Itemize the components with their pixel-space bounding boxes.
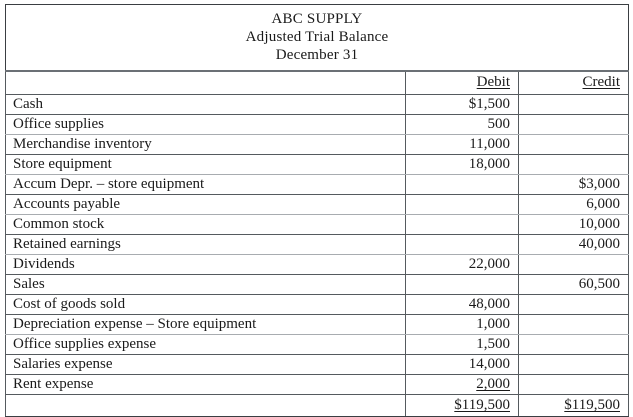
column-header-row: [6, 71, 629, 95]
credit-amount-cell: [519, 295, 629, 315]
statement-date: December 31: [275, 47, 359, 63]
total-credit-amount: $119,500: [564, 397, 620, 413]
table-row: [6, 215, 629, 235]
company-name: ABC SUPPLY: [271, 11, 363, 27]
credit-amount-cell: [519, 215, 629, 235]
title-row: [6, 5, 629, 72]
account-name-cell: Store equipment: [6, 155, 406, 175]
credit-amount: $3,000: [578, 176, 620, 192]
totals-label-cell: [6, 395, 406, 417]
debit-amount-cell: [406, 275, 519, 295]
debit-amount: 500: [487, 116, 510, 132]
column-header-debit-label: Debit: [476, 74, 510, 90]
credit-amount-cell: [519, 335, 629, 355]
debit-amount-cell: [406, 155, 519, 175]
debit-amount-cell: [406, 135, 519, 155]
debit-amount-cell: [406, 335, 519, 355]
debit-amount-cell: [406, 115, 519, 135]
account-name-cell: Common stock: [6, 215, 406, 235]
credit-amount-cell: [519, 195, 629, 215]
debit-amount: 1,000: [476, 316, 510, 332]
debit-amount-cell: [406, 315, 519, 335]
account-name-cell: Dividends: [6, 255, 406, 275]
debit-amount: 11,000: [469, 136, 510, 152]
table-row: [6, 295, 629, 315]
debit-amount-cell: [406, 215, 519, 235]
column-header-debit: [406, 71, 519, 95]
table-row: [6, 375, 629, 395]
debit-amount: 1,500: [476, 336, 510, 352]
debit-amount-cell: [406, 295, 519, 315]
debit-amount-cell: [406, 95, 519, 115]
total-debit-amount: $119,500: [454, 397, 510, 413]
credit-amount-cell: [519, 175, 629, 195]
debit-amount-cell: [406, 355, 519, 375]
account-name-cell: Merchandise inventory: [6, 135, 406, 155]
debit-amount: 22,000: [468, 256, 510, 272]
table-row: [6, 155, 629, 175]
statement-title: Adjusted Trial Balance: [245, 29, 389, 45]
table-row: [6, 95, 629, 115]
account-name-cell: Sales: [6, 275, 406, 295]
account-name-cell: Depreciation expense – Store equipment: [6, 315, 406, 335]
table-row: [6, 195, 629, 215]
table-row: [6, 235, 629, 255]
credit-amount-cell: [519, 155, 629, 175]
statement-heading: [6, 5, 629, 72]
table-row: [6, 355, 629, 375]
total-credit-cell: [519, 395, 629, 417]
account-name-cell: Office supplies: [6, 115, 406, 135]
account-name-cell: Salaries expense: [6, 355, 406, 375]
credit-amount-cell: [519, 355, 629, 375]
debit-amount-cell: [406, 375, 519, 395]
column-header-credit-label: Credit: [582, 74, 620, 90]
credit-amount-cell: [519, 235, 629, 255]
debit-amount: $1,500: [468, 96, 510, 112]
credit-amount-cell: [519, 95, 629, 115]
column-header-description: [6, 71, 406, 95]
credit-amount: 40,000: [578, 236, 620, 252]
credit-amount-cell: [519, 255, 629, 275]
debit-amount-cell: [406, 175, 519, 195]
table-row: [6, 135, 629, 155]
total-debit-cell: [406, 395, 519, 417]
table-row: [6, 175, 629, 195]
table-row: [6, 255, 629, 275]
debit-amount-cell: [406, 255, 519, 275]
debit-amount: 14,000: [468, 356, 510, 372]
adjusted-trial-balance-table: [5, 4, 629, 417]
credit-amount: 60,500: [578, 276, 620, 292]
credit-amount: 10,000: [578, 216, 620, 232]
debit-amount: 48,000: [468, 296, 510, 312]
account-name-cell: Accounts payable: [6, 195, 406, 215]
debit-amount: 2,000: [476, 376, 510, 392]
column-header-credit: [519, 71, 629, 95]
table-row: [6, 275, 629, 295]
debit-amount: 18,000: [468, 156, 510, 172]
account-name-cell: Cost of goods sold: [6, 295, 406, 315]
account-name-cell: Cash: [6, 95, 406, 115]
debit-amount-cell: [406, 235, 519, 255]
table-row: [6, 115, 629, 135]
totals-row: [6, 395, 629, 417]
account-name-cell: Rent expense: [6, 375, 406, 395]
account-name-cell: Office supplies expense: [6, 335, 406, 355]
debit-amount-cell: [406, 195, 519, 215]
account-name-cell: Retained earnings: [6, 235, 406, 255]
credit-amount-cell: [519, 275, 629, 295]
credit-amount: 6,000: [586, 196, 620, 212]
table-row: [6, 315, 629, 335]
credit-amount-cell: [519, 315, 629, 335]
credit-amount-cell: [519, 135, 629, 155]
credit-amount-cell: [519, 115, 629, 135]
table-row: [6, 335, 629, 355]
credit-amount-cell: [519, 375, 629, 395]
account-name-cell: Accum Depr. – store equipment: [6, 175, 406, 195]
